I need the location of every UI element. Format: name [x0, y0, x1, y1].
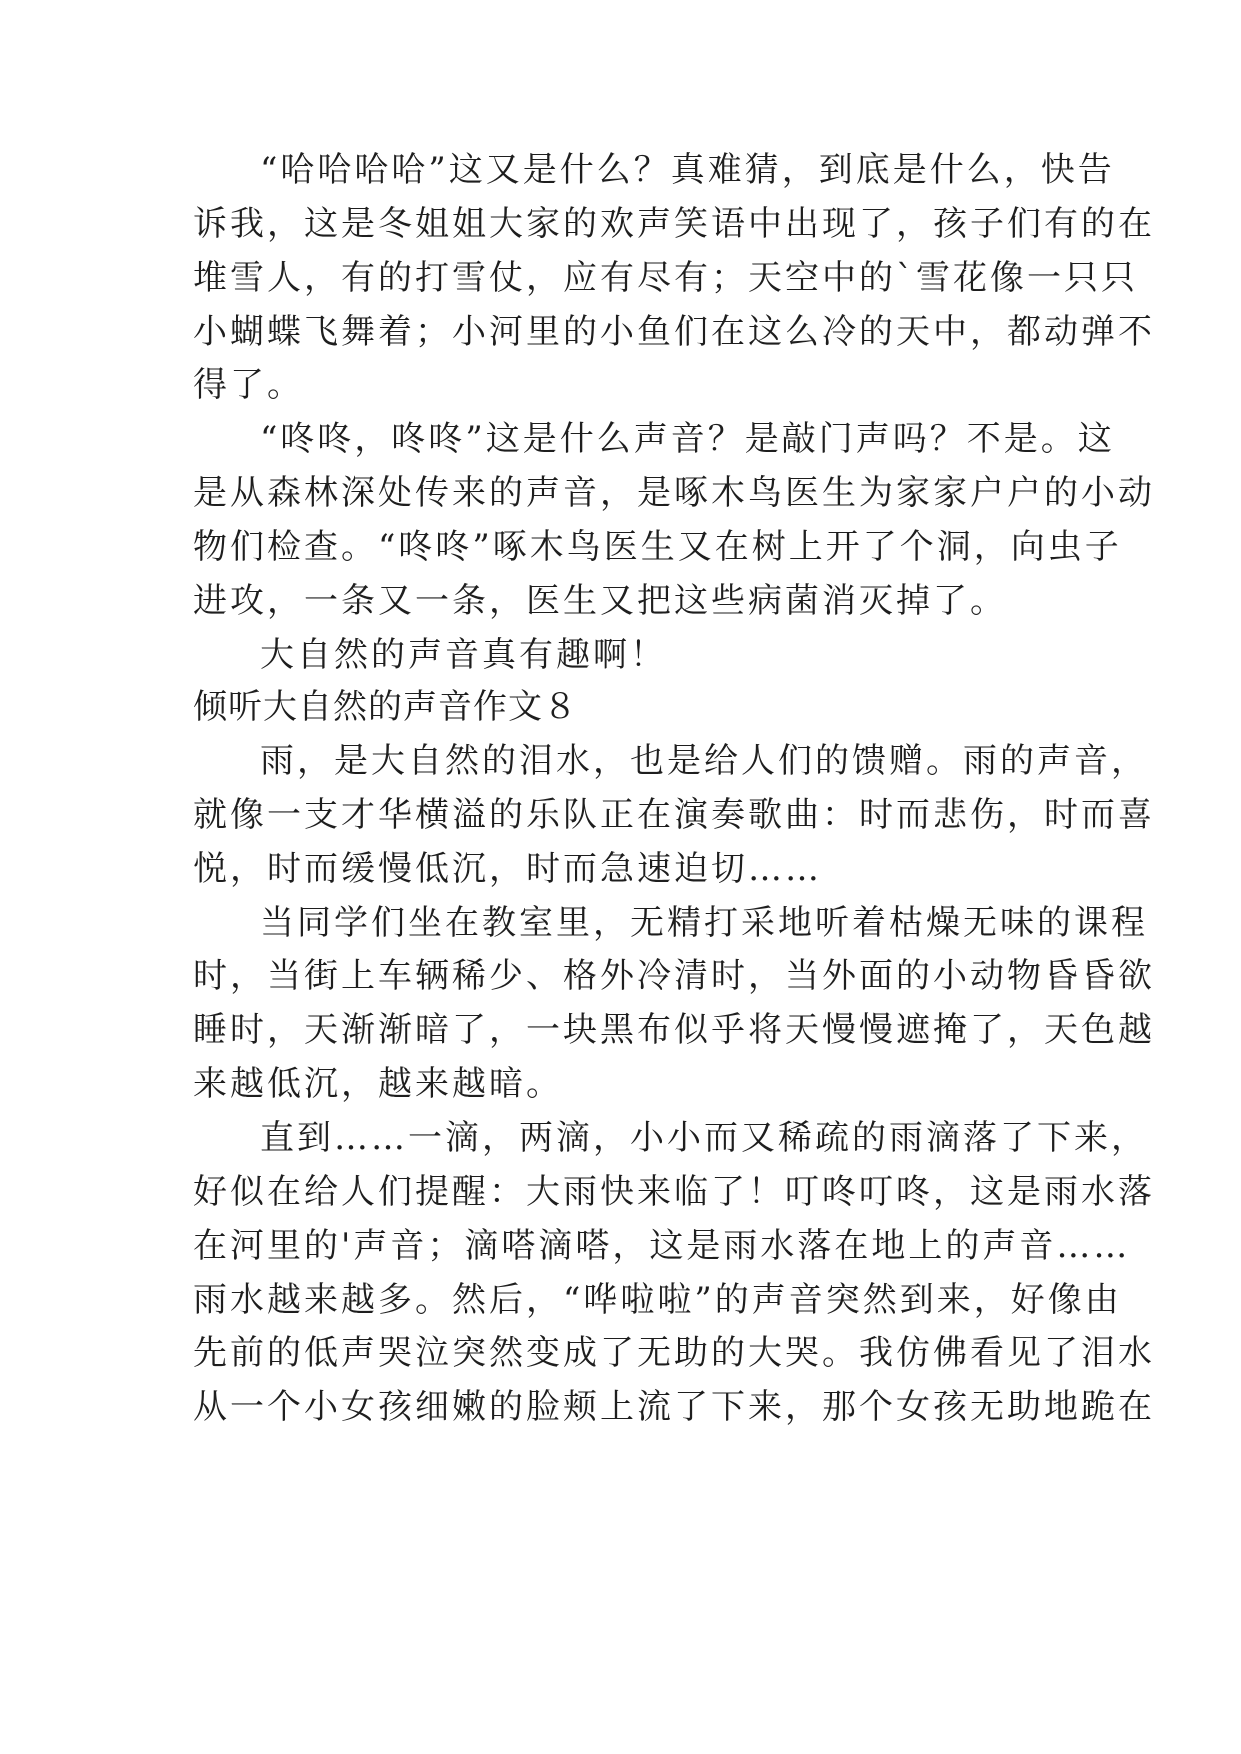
text-line: 物们检查。“咚咚”啄木鸟医生又在树上开了个洞，向虫子	[193, 527, 1122, 567]
text-line: 好似在给人们提醒：大雨快来临了！叮咚叮咚，这是雨水落	[193, 1172, 1155, 1212]
text-line: 睡时，天渐渐暗了，一块黑布似乎将天慢慢遮掩了，天色越	[193, 1010, 1155, 1050]
text-line: 得了。	[193, 365, 304, 405]
text-line: 当同学们坐在教室里，无精打采地听着枯燥无味的课程	[260, 903, 1148, 943]
text-line: 在河里的'声音；滴嗒滴嗒，这是雨水落在地上的声音……	[193, 1226, 1131, 1266]
text-line: 来越低沉，越来越暗。	[193, 1064, 563, 1104]
text-line: 大自然的声音真有趣啊！	[260, 635, 667, 675]
text-line: 从一个小女孩细嫩的脸颊上流了下来，那个女孩无助地跪在	[193, 1387, 1155, 1427]
text-line: 诉我，这是冬姐姐大家的欢声笑语中出现了，孩子们有的在	[193, 204, 1155, 244]
text-line: 是从森林深处传来的声音，是啄木鸟医生为家家户户的小动	[193, 473, 1155, 513]
text-line: 雨水越来越多。然后，“哗啦啦”的声音突然到来，好像由	[193, 1280, 1122, 1320]
section-heading: 倾听大自然的声音作文８	[193, 687, 578, 727]
text-line: 先前的低声哭泣突然变成了无助的大哭。我仿佛看见了泪水	[193, 1333, 1155, 1373]
text-line: 直到……一滴，两滴，小小而又稀疏的雨滴落了下来，	[260, 1118, 1148, 1158]
text-line: 就像一支才华横溢的乐队正在演奏歌曲：时而悲伤，时而喜	[193, 795, 1155, 835]
text-line: 雨，是大自然的泪水，也是给人们的馈赠。雨的声音，	[260, 741, 1148, 781]
text-line: “哈哈哈哈”这又是什么？真难猜，到底是什么，快告	[260, 150, 1115, 190]
text-line: 堆雪人，有的打雪仗，应有尽有；天空中的`雪花像一只只	[193, 258, 1138, 298]
text-line: “咚咚，咚咚”这是什么声音？是敲门声吗？不是。这	[260, 419, 1115, 459]
text-line: 进攻，一条又一条，医生又把这些病菌消灭掉了。	[193, 581, 1007, 621]
text-line: 时，当街上车辆稀少、格外冷清时，当外面的小动物昏昏欲	[193, 956, 1155, 996]
text-line: 小蝴蝶飞舞着；小河里的小鱼们在这么冷的天中，都动弹不	[193, 312, 1155, 352]
text-line: 悦，时而缓慢低沉，时而急速迫切……	[193, 849, 822, 889]
